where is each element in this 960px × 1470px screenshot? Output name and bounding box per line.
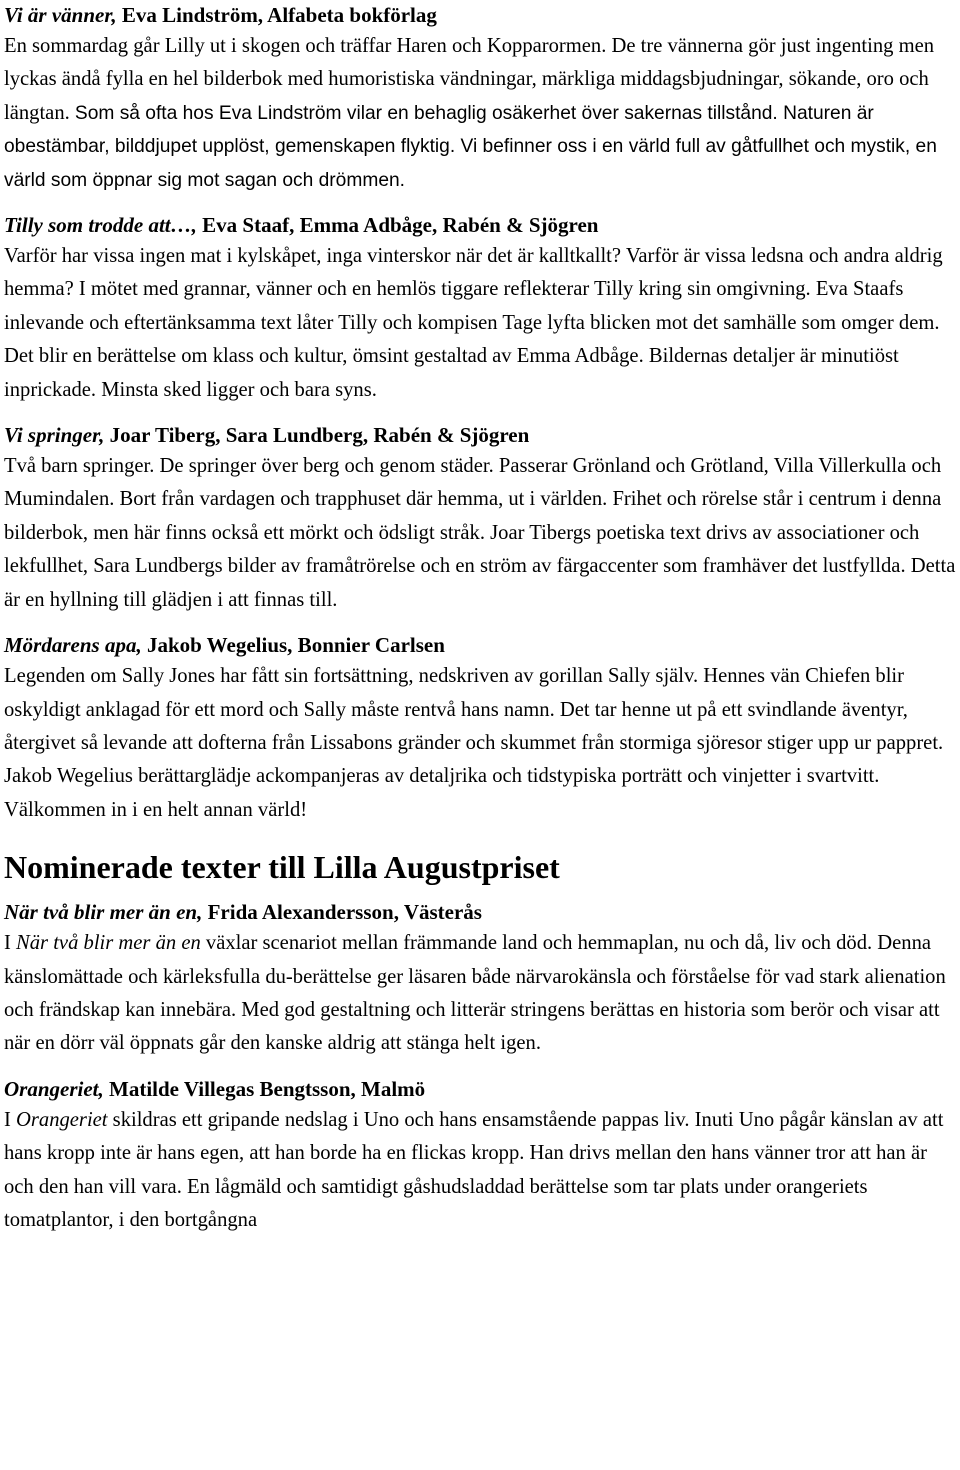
section-heading: Nominerade texter till Lilla Augustpriset (4, 849, 560, 886)
book-entry (4, 0, 957, 197)
description-text: skildras ett gripande nedslag i Uno och hans ensamstående pappas liv. Inuti Uno pågår känslan av att hans kropp inte är hans egen, att han borde ha en flickas kropp. Han drivs mellan den hans vänner tror att han är och den han vill vara. En lågmäld och samtidigt gåshudsladdad berättelse som tar plats under orangeriets tomatplantor, i den bortgångna (4, 1108, 944, 1231)
book-meta: Eva Lindström, Alfabeta bokförlag (116, 3, 437, 27)
nominee-description (4, 927, 957, 1061)
description-prefix: I (4, 1108, 17, 1131)
book-entry (4, 420, 957, 617)
nominee-entry (4, 897, 957, 1061)
book-entry (4, 630, 957, 827)
nominee-title: När två blir mer än en, (4, 900, 203, 925)
description-text: växlar scenariot mellan främmande land och hemmaplan, nu och då, liv och död. Denna känslomättade och kärleksfulla du-berättelse ger läsaren både närvarokänsla och förståelse för vad stark alienation och frändskap kan innebära. Med god gestaltning och litterär stringens berättas en historia som berör och visar att när en dörr väl öppnats går den kanske aldrig att stänga helt igen. (4, 932, 946, 1055)
nominee-meta: Matilde Villegas Bengtsson, Malmö (103, 1076, 426, 1101)
book-title: Vi springer, (4, 423, 105, 448)
description-prefix: I (4, 932, 17, 955)
book-heading (4, 0, 957, 30)
description-title-ref: När två blir mer än en (16, 932, 201, 955)
book-heading (4, 630, 957, 660)
book-description: Legenden om Sally Jones har fått sin fortsättning, nedskriven av gorillan Sally själv. Hennes vän Chiefen blir oskyldigt anklagad för ett mord och Sally måste rentvå hans namn. Det tar henne ut på ett svindlande äventyr, återgivet så levande att dofterna från Lissabons gränder och skummet från stormiga sjöresor stiger upp ur pappret. Jakob Wegelius berättarglädje ackompanjeras av detaljrika och tidstypiska porträtt och vinjetter i svartvitt. Välkommen in i en helt annan värld! (4, 665, 944, 821)
book-heading (4, 420, 957, 450)
book-meta: Joar Tiberg, Sara Lundberg, Rabén & Sjögren (104, 423, 530, 448)
book-title: Tilly som trodde att…, (4, 213, 197, 238)
nominee-meta: Frida Alexandersson, Västerås (202, 900, 482, 925)
book-entry (4, 210, 957, 407)
book-meta: Jakob Wegelius, Bonnier Carlsen (141, 633, 445, 658)
description-title-ref: Orangeriet (16, 1108, 108, 1131)
nominee-description (4, 1104, 957, 1238)
book-meta: Eva Staaf, Emma Adbåge, Rabén & Sjögren (196, 213, 599, 238)
book-description-part: En sommardag går Lilly ut i skogen och träffar Haren och Kopparormen. De tre vännerna gör just ingenting men lyckas ändå fylla en hel bilderbok med humoristiska vändningar, märkliga middagsbjudningar, sökande, oro och längtan. (4, 35, 935, 124)
nominee-entry (4, 1074, 957, 1238)
book-description: Varför har vissa ingen mat i kylskåpet, inga vinterskor när det är kalltkallt? Varför är vissa ledsna och andra aldrig hemma? I mötet med grannar, vänner och en hemlös tiggare reflekterar Tilly kring sin omgivning. Eva Staafs inlevande och eftertänksamma text låter Tilly och kompisen Tage lyfta blicken mot det samhälle som omger dem. Det blir en berättelse om klass och kultur, ömsint gestaltad av Emma Adbåge. Bildernas detaljer är minutiöst inprickade. Minsta sked ligger och bara syns. (4, 245, 943, 401)
book-description: Två barn springer. De springer över berg och genom städer. Passerar Grönland och Grötland, Villa Villerkulla och Mumindalen. Bort från vardagen och trapphuset där hemma, ut i världen. Frihet och rörelse står i centrum i denna bilderbok, men här finns också ett mörkt och ödsligt stråk. Joar Tibergs poetiska text drivs av associationer och lekfullhet, Sara Lundbergs bilder av framåtrörelse och en ström av färgaccenter som framhäver det lustfyllda. Detta är en hyllning till glädjen i att finnas till. (4, 455, 956, 611)
book-title: Mördarens apa, (4, 633, 142, 658)
book-heading (4, 210, 957, 240)
book-description-part: Som så ofta hos Eva Lindström vilar en behaglig osäkerhet över sakernas tillstånd. Naturen är obestämbar, bilddjupet upplöst, gemenskapen flyktig. Vi befinner oss i en värld full av gåtfullhet och mystik, en värld som öppnar sig mot sagan och drömmen. (4, 102, 937, 191)
book-description (4, 30, 957, 197)
book-title: Vi är vänner, (4, 3, 117, 27)
nominee-heading (4, 1074, 957, 1104)
nominee-title: Orangeriet, (4, 1076, 104, 1101)
nominee-heading (4, 897, 957, 927)
